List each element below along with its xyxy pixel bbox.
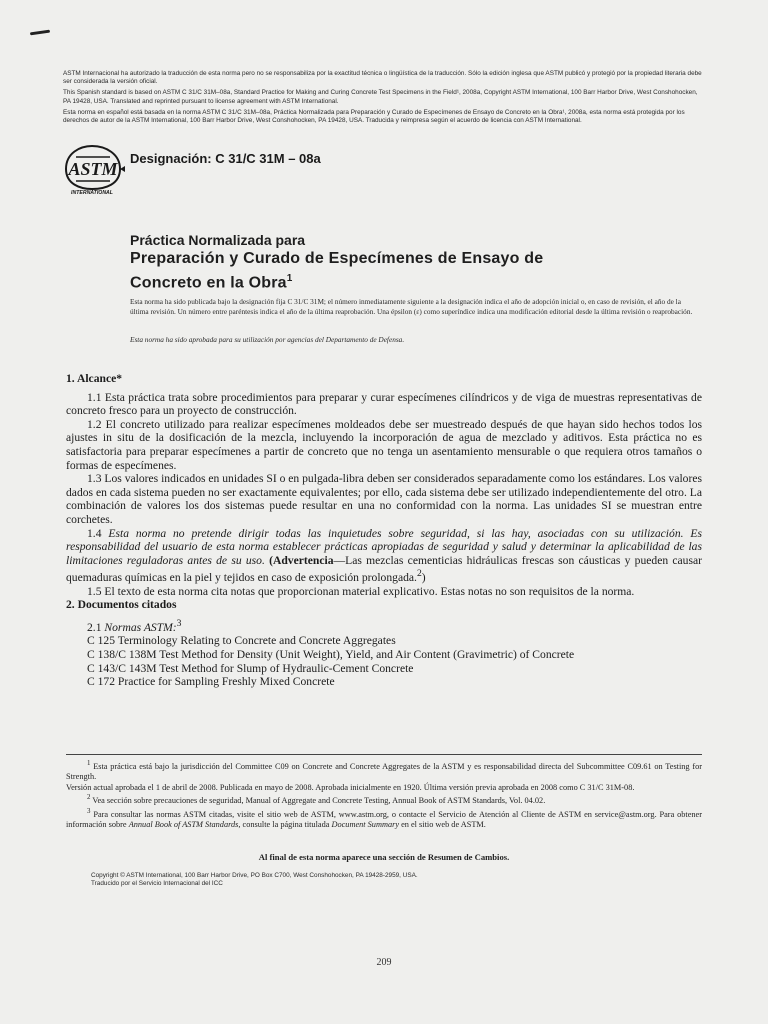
paragraph xyxy=(66,527,702,585)
section-heading: 1. Alcance* xyxy=(66,372,123,385)
footnote-italic: Annual Book of ASTM Standards xyxy=(128,819,239,829)
paragraph: 1.5 El texto de esta norma cita notas que proporcionan material explicativo. Estas notas no son requisitos de la norma. xyxy=(87,584,635,598)
logo-caption: INTERNATIONAL xyxy=(71,190,113,195)
warning-label: (Advertencia xyxy=(269,553,334,567)
logo-letters: ASTM xyxy=(68,159,118,179)
paragraph: 1.2 El concreto utilizado para realizar especímenes moldeados debe ser muestreado después de que hayan sido hechos todos los ajustes in situ de la dosificación de la mezcla, incluyendo la incorporación de agua de mezclado y aditivos. Esta práctica no es satisfactoria para preparar especímenes a partir de concreto que no tenga un asentamiento mensurable o que requiera otros tamaños o formas de especímenes. xyxy=(66,417,702,472)
footnote-mark: 1 xyxy=(87,760,91,767)
notice-paragraph: Esta norma en español está basada en la norma ASTM C 31/C 31M–08a, Práctica Normalizada para Preparación y Curado de Especímenes de Ensayo de Concreto en la Obra¹, 2008a, esta norma está protegida por los derechos de autor de la ASTM International, 100 Barr Harbor Drive, West Conshohocken, PA 19428, USA. Traducida y reimpresa según el acuerdo de licencia con ASTM International. xyxy=(63,108,685,125)
designation-label: Designación: C 31/C 31M – 08a xyxy=(130,151,321,166)
footnote xyxy=(66,793,702,806)
paragraph-number: 1.4 xyxy=(87,526,102,540)
footnote-mark: 2 xyxy=(87,794,91,802)
safety-statement: Esta norma no pretende dirigir todas las inquietudes sobre seguridad, si las hay, asociadas con su utilización. Es responsabilidad del usuario de esta norma establecer prácticas apropiadas de seguridad y salud y determinar la aplicabilidad de las limitaciones reguladoras antes de su uso. xyxy=(66,526,702,567)
notice-paragraph: ASTM Internacional ha autorizado la traducción de esta norma pero no se responsabiliza por la exactitud técnica o lingüística de la traducción. Sólo la edición inglesa que ASTM publicó y protegió por la propiedad literaria debe ser considerada la versión oficial. xyxy=(63,70,702,86)
footnote-mark: 3 xyxy=(87,807,91,815)
footnote-text: Vea sección sobre precauciones de seguridad, Manual of Aggregate and Concrete Testing, Annual Book of ASTM Standards, Vol. 04.02. xyxy=(92,796,546,806)
scan-mark xyxy=(30,30,50,36)
subsection-title: Normas ASTM: xyxy=(104,620,177,634)
footnote-text: en el sitio web de ASTM. xyxy=(401,819,486,829)
title-line xyxy=(130,269,700,293)
notice-paragraph: This Spanish standard is based on ASTM C 31/C 31M–08a, Standard Practice for Making and Curing Concrete Test Specimens in the Field¹, 2008a, Copyright ASTM International, 100 Barr Harbor Drive, West Conshohocken, PA 19428, USA. Translated and reprinted pursuant to license agreement with ASTM International. xyxy=(63,89,698,105)
paragraph: 1.1 Esta práctica trata sobre procedimientos para preparar y curar especímenes cilíndricos y de viga de muestras representativas de concreto fresco para un proyecto de construcción. xyxy=(66,390,702,418)
footnotes xyxy=(66,754,702,830)
list-item: C 138/C 138M Test Method for Density (Unit Weight), Yield, and Air Content (Gravimetric) of Concrete xyxy=(87,648,575,661)
astm-logo-icon xyxy=(62,143,126,195)
footnote-text: Esta práctica está bajo la jurisdicción del Committee C09 on Concrete and Concrete Aggregates de la ASTM y es responsabilidad directa del Subcommittee C09.61 on Testing for Strength. xyxy=(66,761,702,782)
footnote-ref: 1 xyxy=(286,273,293,284)
title-line: Preparación y Curado de Especímenes de Ensayo de xyxy=(130,250,544,267)
document-title xyxy=(130,232,700,293)
copyright-line: Copyright © ASTM International, 100 Barr Harbor Drive, PO Box C700, West Conshohocken, PA 19428-2959, USA. xyxy=(91,872,418,879)
footnote-ref: 2 xyxy=(416,568,422,580)
list-item: C 172 Practice for Sampling Freshly Mixed Concrete xyxy=(87,675,335,689)
footnote xyxy=(66,807,702,831)
subsection-label xyxy=(66,617,702,634)
title-text: Concreto en la Obra xyxy=(130,274,287,292)
footnote-text: , consulte la página titulada xyxy=(238,819,330,829)
translation-notice xyxy=(63,70,703,128)
copyright-line: Traducido por el Servicio Internacional del ICC xyxy=(91,880,223,888)
footnote-text: Para consultar las normas ASTM citadas, visite el sitio web de ASTM, www.astm.org, o contacte el Servicio de Atención al Cliente de ASTM en service@astm.org. Para obtener información sobre xyxy=(66,809,702,829)
list-item: C 125 Terminology Relating to Concrete and Concrete Aggregates xyxy=(87,634,396,648)
copyright-notice xyxy=(91,872,691,888)
footnote-italic: Document Summary xyxy=(331,819,399,829)
footnote-ref: 3 xyxy=(176,617,182,629)
page-number: 209 xyxy=(376,957,392,968)
footnote xyxy=(66,759,702,783)
closing-paren: ) xyxy=(421,571,426,585)
section-heading: 2. Documentos citados xyxy=(66,598,177,612)
subsection-number: 2.1 xyxy=(87,620,102,634)
paragraph: 1.3 Los valores indicados en unidades SI o en pulgada-libra deben ser considerados separadamente como los estándares. Los valores dados en cada sistema pueden no ser exactamente equivalentes; por ello, cada sistema debe ser utilizado independientemente del otro. La combinación de valores los dos sistemas puede resultar en una no conformidad con la norma. Las unidades SI se muestran entre corchetes. xyxy=(66,472,702,526)
summary-note: Al final de esta norma aparece una sección de Resumen de Cambios. xyxy=(258,852,510,862)
list-item: C 143/C 143M Test Method for Slump of Hydraulic-Cement Concrete xyxy=(87,661,414,675)
approval-note: Esta norma ha sido aprobada para su utilización por agencias del Departamento de Defensa. xyxy=(130,335,405,344)
warning-text: —Las mezclas cementicias hidráulicas frescas son cáusticas y pueden causar quemaduras químicas en la piel y tejidos en caso de exposición prolongada. xyxy=(66,553,702,585)
issue-note: Esta norma ha sido publicada bajo la designación fija C 31/C 31M; el número inmediatamente siguiente a la designación indica el año de adopción inicial o, en caso de revisión, el año de la última revisión. Un número entre paréntesis indica el año de la última reaprobación. Una épsilon (ε) como superíndice indica una modificación editorial desde la última revisión o reaprobación. xyxy=(130,297,693,316)
document-body xyxy=(66,372,702,689)
footnote: Versión actual aprobada el 1 de abril de 2008. Publicada en mayo de 2008. Aprobada inicialmente en 1920. Última versión previa aprobada en 2008 como C 31/C 31M-08. xyxy=(66,782,635,792)
title-line: Práctica Normalizada para xyxy=(130,232,306,248)
